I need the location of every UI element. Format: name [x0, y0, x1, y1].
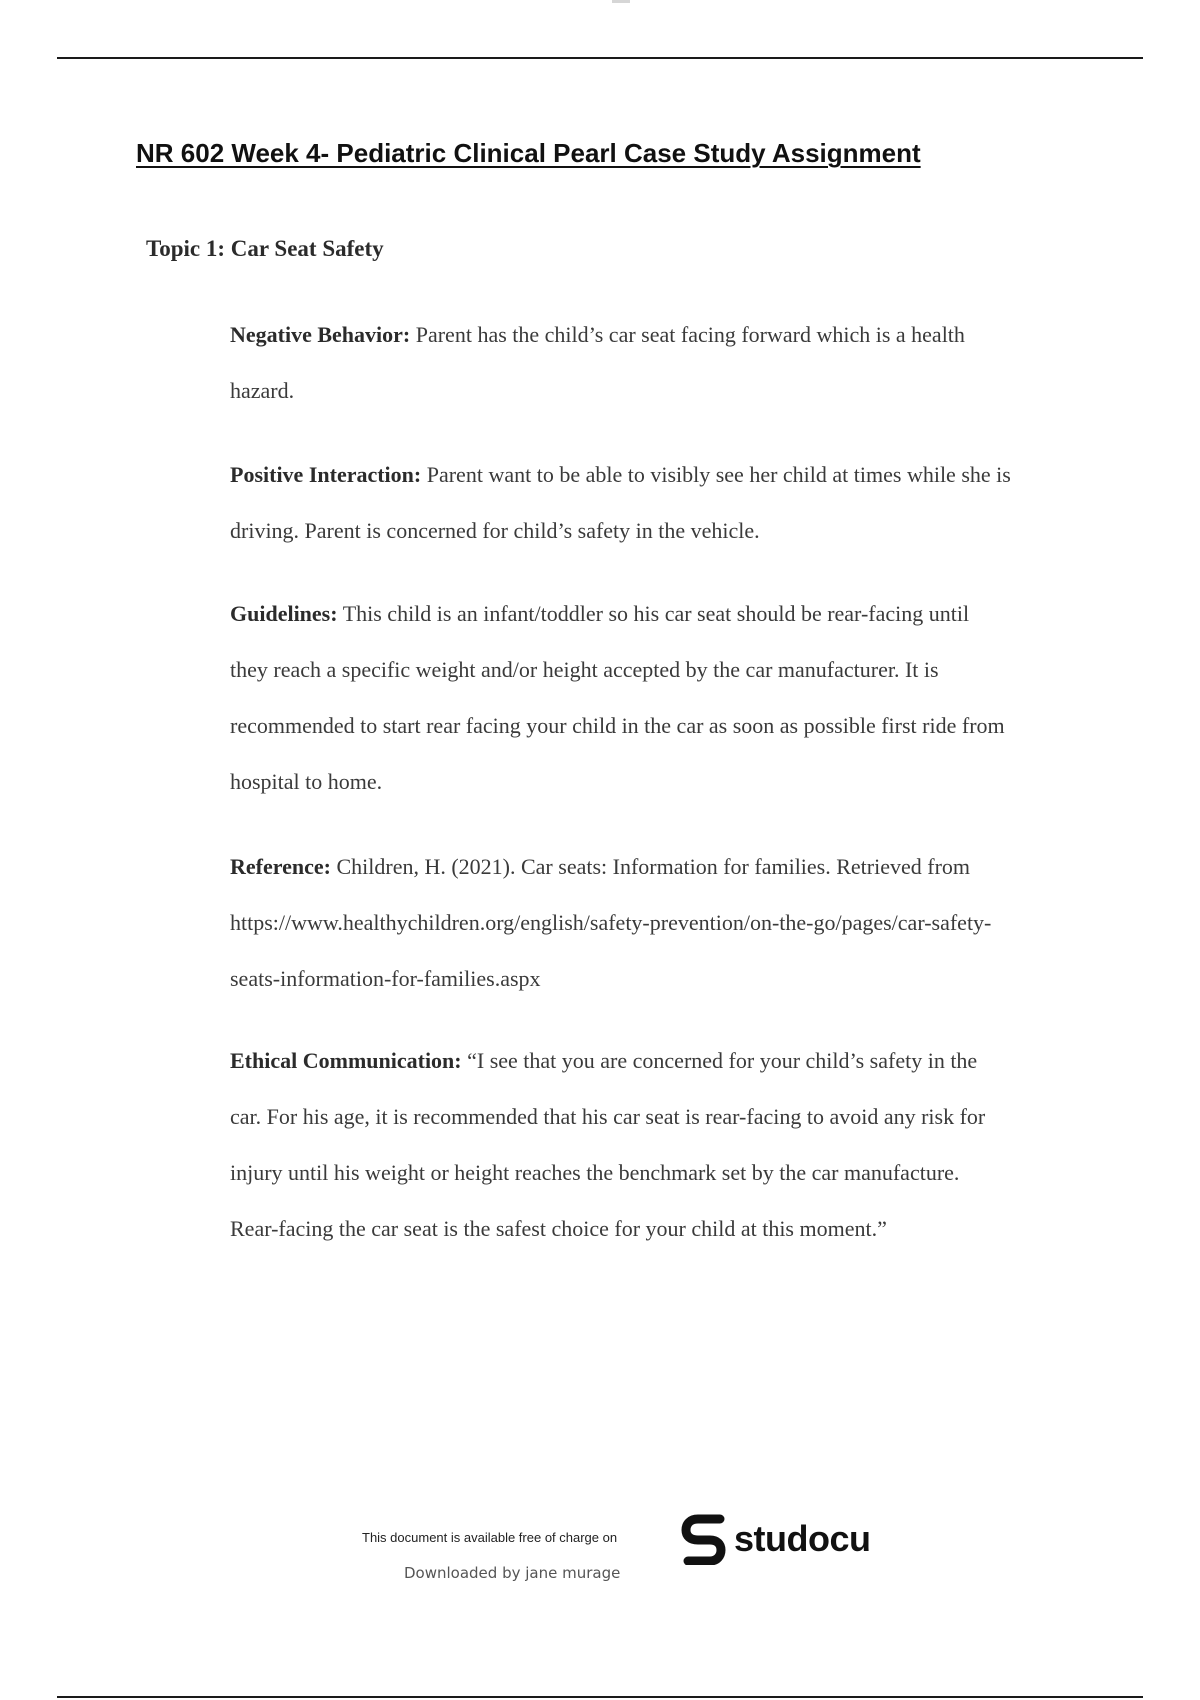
section-line [230, 447, 1110, 503]
section-line: Rear-facing the car seat is the safest choice for your child at this moment.” [230, 1216, 887, 1241]
header-rule [57, 57, 1143, 59]
section-line: hazard. [230, 378, 295, 403]
section-label: Reference: [230, 854, 331, 879]
section-positive-interaction [230, 447, 1110, 559]
section-label: Positive Interaction: [230, 462, 422, 487]
section-text: “I see that you are concerned for your child’s safety in the [467, 1048, 978, 1073]
page-top-mark [612, 0, 630, 3]
section-label: Guidelines: [230, 601, 338, 626]
section-negative-behavior [230, 307, 1110, 419]
section-reference [230, 839, 1110, 1007]
page-footer [0, 1505, 1200, 1595]
section-line: car. For his age, it is recommended that his car seat is rear-facing to avoid any risk for [230, 1104, 986, 1129]
footer-rule [57, 1696, 1143, 1698]
downloaded-by-text: Downloaded by jane murage [404, 1564, 621, 1582]
section-text: This child is an infant/toddler so his car seat should be rear-facing until [342, 601, 970, 626]
studocu-brand-link[interactable] [680, 1513, 871, 1565]
section-line: recommended to start rear facing your child in the car as soon as possible first ride from [230, 713, 1005, 738]
section-text: Parent has the child’s car seat facing forward which is a health [415, 322, 965, 347]
section-line: driving. Parent is concerned for child’s safety in the vehicle. [230, 518, 760, 543]
section-line [230, 1033, 1110, 1089]
section-text: Children, H. (2021). Car seats: Information for families. Retrieved from [336, 854, 971, 879]
studocu-logo-icon [680, 1513, 728, 1565]
section-label: Ethical Communication: [230, 1048, 462, 1073]
section-line: they reach a specific weight and/or height accepted by the car manufacturer. It is [230, 657, 939, 682]
topic-heading: Topic 1: Car Seat Safety [146, 236, 384, 261]
section-line [230, 839, 1110, 895]
availability-note: This document is available free of charge on [362, 1530, 618, 1545]
section-label: Negative Behavior: [230, 322, 411, 347]
section-ethical-communication [230, 1033, 1110, 1257]
section-line: injury until his weight or height reaches the benchmark set by the car manufacture. [230, 1160, 960, 1185]
section-guidelines [230, 586, 1110, 810]
section-text: Parent want to be able to visibly see her child at times while she is [426, 462, 1011, 487]
reference-url-line: https://www.healthychildren.org/english/safety-prevention/on-the-go/pages/car-safety- [230, 910, 992, 935]
brand-name: studocu [734, 1518, 871, 1559]
section-line [230, 307, 1110, 363]
document-title: NR 602 Week 4- Pediatric Clinical Pearl Case Study Assignment [136, 138, 921, 168]
reference-url-line: seats-information-for-families.aspx [230, 966, 541, 991]
section-line [230, 586, 1110, 642]
section-line: hospital to home. [230, 769, 383, 794]
